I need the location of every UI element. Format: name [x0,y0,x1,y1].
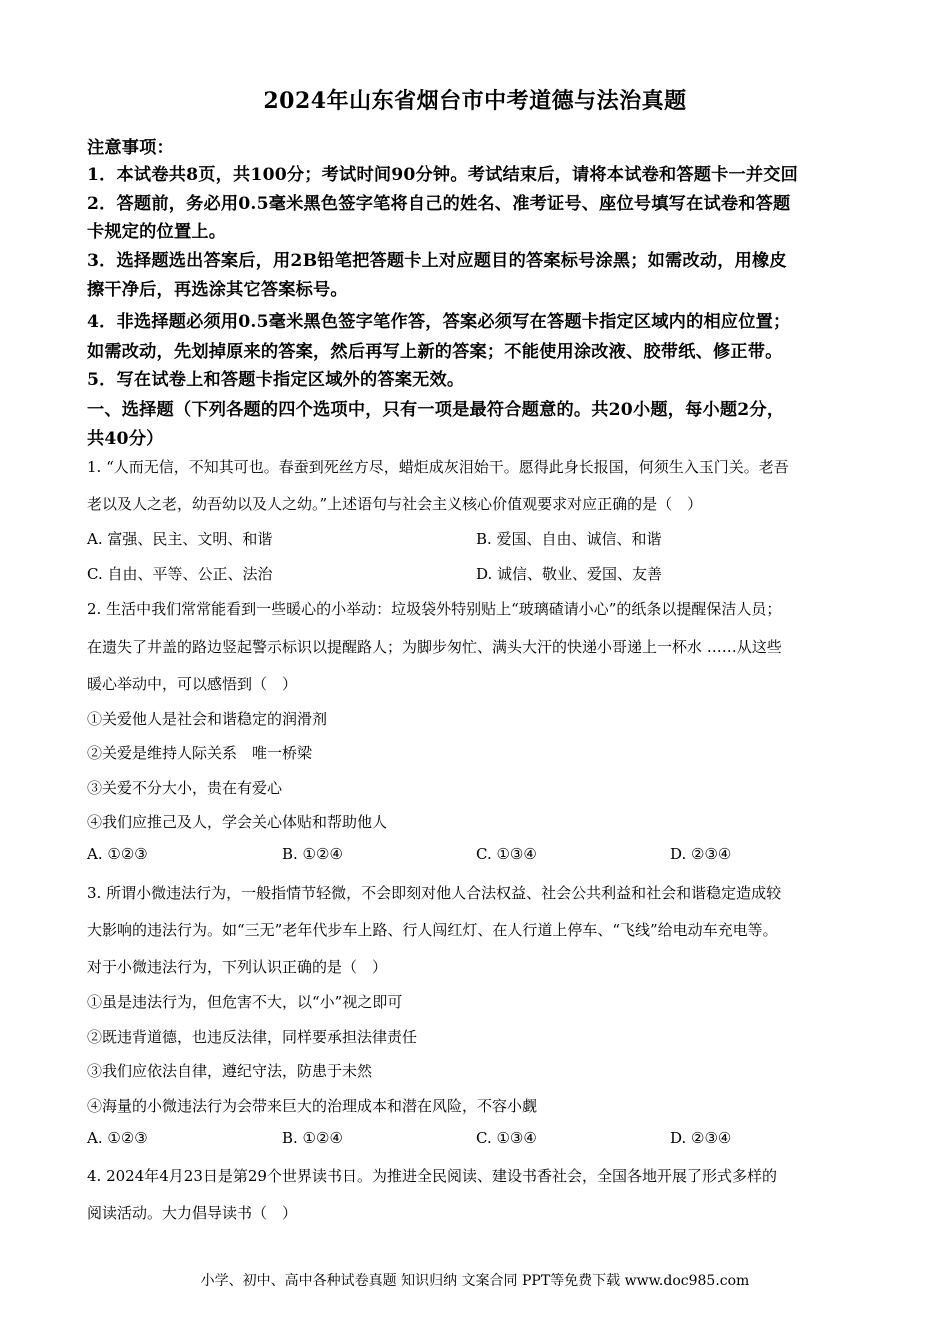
notice-line: 如需改动，先划掉原来的答案，然后再写上新的答案；不能使用涂改液、胶带纸、修正带。 [87,342,783,362]
notice-line: 3．选择题选出答案后，用2B铅笔把答题卡上对应题目的答案标号涂黑；如需改动，用橡皮 [87,251,787,271]
question-1-option-d: D. 诚信、敬业、爱国、友善 [476,565,663,583]
question-3-text: 3. 所谓小微违法行为，一般指情节轻微，不会即刻对他人合法权益、社会公共利益和社会和谐稳定造成较 [87,884,782,902]
question-3-option-d: D. ②③④ [670,1129,732,1147]
question-1-option-c: C. 自由、平等、公正、法治 [87,565,273,583]
question-2-item: ②关爱是维持人际关系 唯一桥梁 [87,744,313,762]
question-3-item: ①虽是违法行为，但危害不大，以“小”视之即可 [87,993,403,1011]
question-3-item: ②既违背道德，也违反法律，同样要承担法律责任 [87,1028,418,1046]
question-3-text: 大影响的违法行为。如“三无”老年代步车上路、行人闯红灯、在人行道上停车、“飞线”给电动车充电等。 [87,921,778,939]
question-3-item: ④海量的小微违法行为会带来巨大的治理成本和潜在风险，不容小觑 [87,1097,538,1115]
question-2-option-a: A. ①②③ [87,845,148,863]
question-2-text: 在遗失了井盖的路边竖起警示标识以提醒路人；为脚步匆忙、满头大汗的快递小哥递上一杯水 ……从这些 [87,638,782,656]
question-3-option-c: C. ①③④ [476,1129,537,1147]
section-heading-cont: 共40分） [87,429,164,449]
notice-line: 5．写在试卷上和答题卡指定区域外的答案无效。 [87,370,465,390]
question-1-option-b: B. 爱国、自由、诚信、和谐 [476,530,662,548]
question-2-text: 2. 生活中我们常常能看到一些暖心的小举动：垃圾袋外特别贴上“玻璃碴请小心”的纸条以提醒保洁人员； [87,600,782,618]
question-2-item: ④我们应推己及人，学会关心体贴和帮助他人 [87,813,388,831]
question-2-option-b: B. ①②④ [282,845,343,863]
notice-line: 1．本试卷共8页，共100分；考试时间90分钟。考试结束后，请将本试卷和答题卡一并交回 [87,165,799,185]
question-3-item: ③我们应依法自律，遵纪守法，防患于未然 [87,1062,373,1080]
question-3-option-a: A. ①②③ [87,1129,148,1147]
page-title: 2024年山东省烟台市中考道德与法治真题 [263,88,687,114]
question-1-text: 1. “人而无信，不知其可也。春蚕到死丝方尽，蜡炬成灰泪始干。愿得此身长报国，何须生入玉门关。老吾 [87,458,789,476]
section-heading: 一、选择题（下列各题的四个选项中，只有一项是最符合题意的。共20小题，每小题2分， [87,400,785,420]
notice-line: 擦干净后，再选涂其它答案标号。 [87,280,348,300]
question-2-item: ③关爱不分大小，贵在有爱心 [87,779,283,797]
question-4-text: 4. 2024年4月23日是第29个世界读书日。为推进全民阅读、建设书香社会，全国各地开展了形式多样的 [87,1167,777,1185]
page-footer: 小学、初中、高中各种试卷真题 知识归纳 文案合同 PPT等免费下载 www.doc985.com [200,1273,750,1289]
question-2-text: 暖心举动中，可以感悟到（ ） [87,675,298,693]
question-2-item: ①关爱他人是社会和谐稳定的润滑剂 [87,710,328,728]
question-2-option-d: D. ②③④ [670,845,732,863]
question-3-option-b: B. ①②④ [282,1129,343,1147]
question-4-text: 阅读活动。大力倡导读书（ ） [87,1204,298,1222]
question-1-text: 老以及人之老，幼吾幼以及人之幼。”上述语句与社会主义核心价值观要求对应正确的是（ ） [87,495,703,513]
notice-line: 2．答题前，务必用0.5毫米黑色签字笔将自己的姓名、准考证号、座位号填写在试卷和答题 [87,194,791,214]
question-2-option-c: C. ①③④ [476,845,537,863]
notice-line: 4．非选择题必须用0.5毫米黑色签字笔作答，答案必须写在答题卡指定区域内的相应位置； [87,312,791,332]
notice-heading: 注意事项： [87,138,174,158]
notice-line: 卡规定的位置上。 [87,222,227,242]
question-1-option-a: A. 富强、民主、文明、和谐 [87,530,273,548]
question-3-text: 对于小微违法行为，下列认识正确的是（ ） [87,958,388,976]
